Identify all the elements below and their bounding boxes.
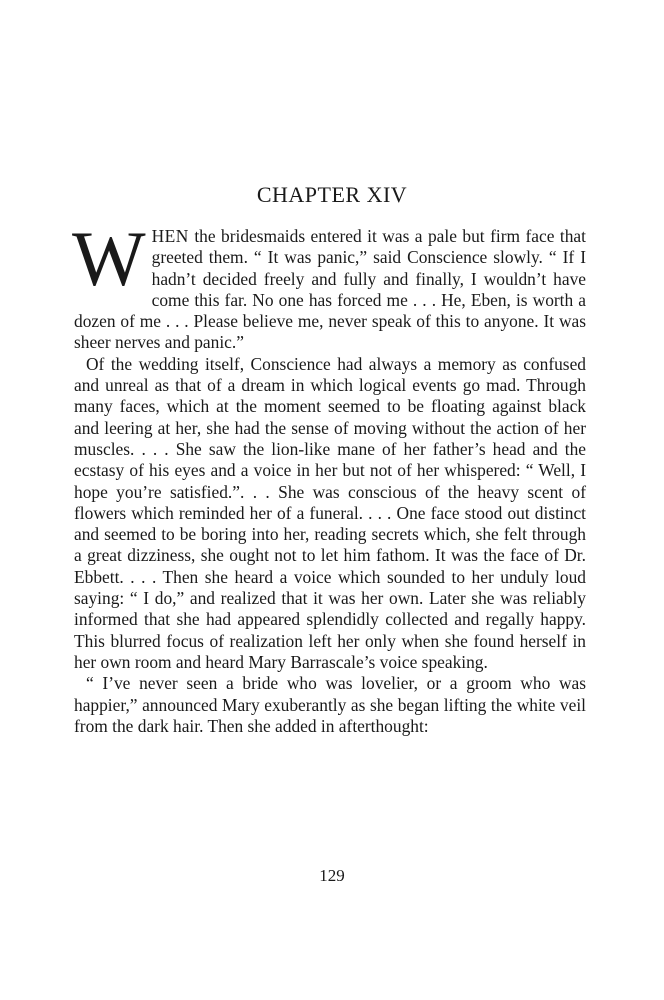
page-number: 129 (319, 866, 345, 885)
paragraph-wedding (74, 354, 586, 673)
paragraph-text: the bridesmaids entered it was a pale but firm face that greeted them. “ It was panic,” said Conscience slowly. “ If I hadn’t decided freely and fully and finally, I wouldn’t have come this far. No one has forced me . . . He, Eben, is worth a dozen of me . . . Please believe me, never speak of this to anyone. It was sheer nerves and panic.” (74, 226, 586, 353)
paragraph-mary (74, 673, 586, 737)
chapter-title: CHAPTER XIV (256, 182, 408, 207)
drop-cap: W (72, 215, 146, 302)
paragraph-text: Of the wedding itself, Conscience had always a memory as confused and unreal as that of a dream in which logical events go mad. Through many faces, which at the moment seemed to be floating against black and leering at her, she had the sense of moving without the action of her muscles. . . . She saw the lion-like mane of her father’s head and the ecstasy of his eyes and a voice in her but not of her whispered: “ Well, I hope you’re satisfied.”. . . She was conscious of the heavy scent of flowers which reminded her of a funeral. . . . One face stood out distinct and seemed to be boring into her, reading secrets which, she felt through a great dizziness, she ought not to let him fathom. It was the face of Dr. Ebbett. . . . Then she heard a voice which sounded to her unduly loud saying: “ I do,” and realized that it was her own. Later she was reliably informed that she had appeared splendidly collected and regally happy. This blurred focus of realization left her only when she found herself in her own room and heard Mary Barrascale’s voice speaking. (74, 353, 586, 672)
paragraph-text: “ I’ve never seen a bride who was lovelier, or a groom who was happier,” announced Mary exuberantly as she began lifting the white veil from the dark hair. Then she added in afterthought: (74, 673, 586, 736)
opening-paragraph (72, 215, 586, 354)
lead-in-word: HEN (151, 226, 189, 246)
body-text (72, 215, 586, 737)
